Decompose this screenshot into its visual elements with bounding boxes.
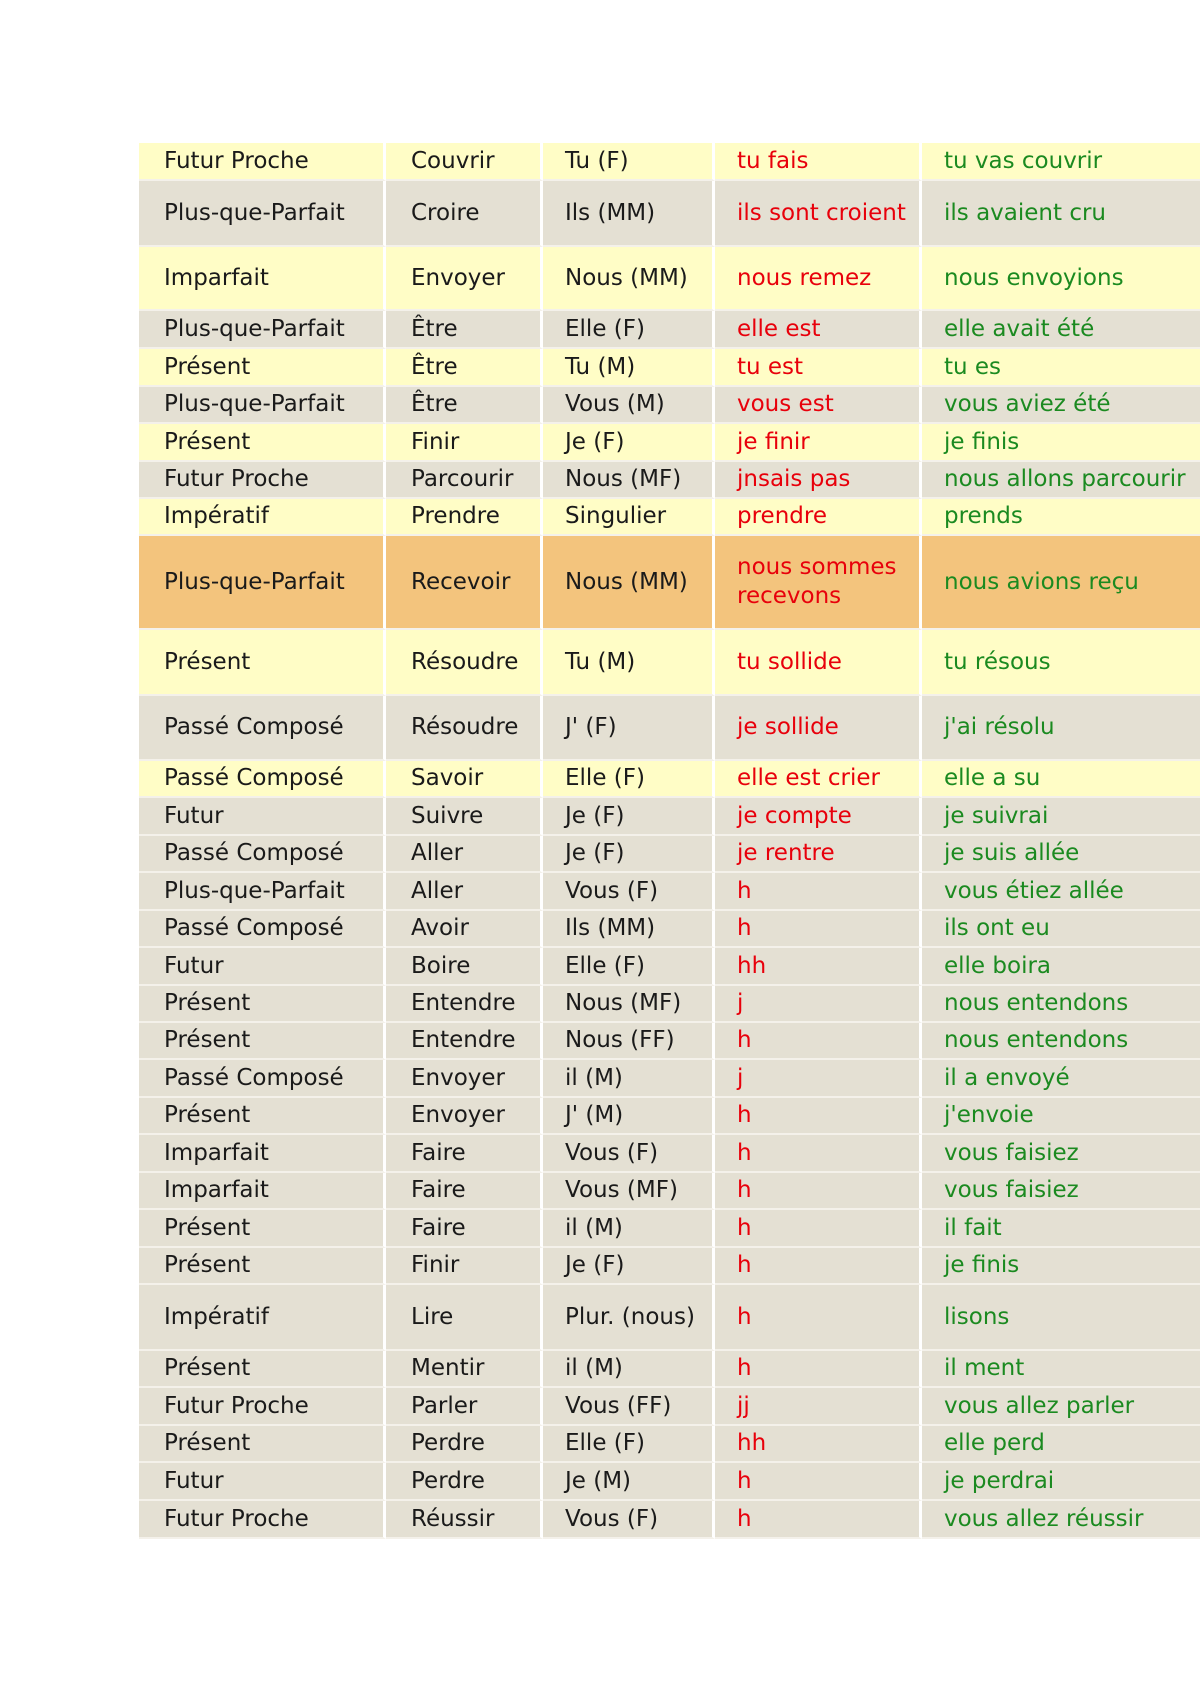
answer-cell: h bbox=[715, 1501, 922, 1539]
table-row bbox=[139, 247, 1200, 311]
subject-cell: Vous (MF) bbox=[543, 1173, 715, 1210]
subject-cell: Nous (FF) bbox=[543, 1023, 715, 1060]
tense-cell: Présent bbox=[139, 1210, 386, 1248]
table-row bbox=[139, 143, 1200, 181]
table-row bbox=[139, 1060, 1200, 1098]
verb-cell: Avoir bbox=[386, 911, 543, 948]
answer-cell: j bbox=[715, 986, 922, 1023]
correct-answer-cell: je finis bbox=[922, 1248, 1200, 1285]
verb-cell: Être bbox=[386, 349, 543, 387]
correct-answer-cell: nous envoyions bbox=[922, 247, 1200, 311]
verb-cell: Aller bbox=[386, 836, 543, 873]
tense-cell: Imparfait bbox=[139, 247, 386, 311]
tense-cell: Futur Proche bbox=[139, 1501, 386, 1539]
table-row bbox=[139, 1351, 1200, 1388]
answer-cell: hh bbox=[715, 1426, 922, 1463]
verb-cell: Savoir bbox=[386, 761, 543, 798]
table-row bbox=[139, 761, 1200, 798]
tense-cell: Imparfait bbox=[139, 1135, 386, 1173]
subject-cell: Ils (MM) bbox=[543, 911, 715, 948]
tense-cell: Plus-que-Parfait bbox=[139, 387, 386, 424]
subject-cell: Singulier bbox=[543, 499, 715, 536]
verb-cell: Recevoir bbox=[386, 536, 543, 630]
table-row bbox=[139, 696, 1200, 761]
correct-answer-cell: elle avait été bbox=[922, 311, 1200, 349]
table-row bbox=[139, 630, 1200, 696]
correct-answer-cell: tu es bbox=[922, 349, 1200, 387]
correct-answer-cell: je perdrai bbox=[922, 1463, 1200, 1501]
verb-cell: Parler bbox=[386, 1388, 543, 1426]
table-row bbox=[139, 536, 1200, 630]
subject-cell: Vous (F) bbox=[543, 873, 715, 911]
tense-cell: Passé Composé bbox=[139, 911, 386, 948]
correct-answer-cell: nous entendons bbox=[922, 986, 1200, 1023]
tense-cell: Futur bbox=[139, 1463, 386, 1501]
verb-cell: Entendre bbox=[386, 1023, 543, 1060]
verb-cell: Être bbox=[386, 311, 543, 349]
answer-cell: je sollide bbox=[715, 696, 922, 761]
correct-answer-cell: vous allez réussir bbox=[922, 1501, 1200, 1539]
subject-cell: Je (F) bbox=[543, 798, 715, 836]
tense-cell: Passé Composé bbox=[139, 836, 386, 873]
subject-cell: J' (F) bbox=[543, 696, 715, 761]
table-row bbox=[139, 911, 1200, 948]
verb-cell: Finir bbox=[386, 1248, 543, 1285]
table-row bbox=[139, 462, 1200, 499]
verb-cell: Faire bbox=[386, 1135, 543, 1173]
answer-cell: h bbox=[715, 911, 922, 948]
table-row bbox=[139, 311, 1200, 349]
correct-answer-cell: vous allez parler bbox=[922, 1388, 1200, 1426]
answer-cell: h bbox=[715, 1098, 922, 1135]
subject-cell: Nous (MM) bbox=[543, 247, 715, 311]
table-row bbox=[139, 387, 1200, 424]
subject-cell: il (M) bbox=[543, 1351, 715, 1388]
answer-cell: h bbox=[715, 1463, 922, 1501]
answer-cell: vous est bbox=[715, 387, 922, 424]
correct-answer-cell: vous étiez allée bbox=[922, 873, 1200, 911]
verb-cell: Perdre bbox=[386, 1463, 543, 1501]
correct-answer-cell: vous faisiez bbox=[922, 1173, 1200, 1210]
verb-cell: Réussir bbox=[386, 1501, 543, 1539]
tense-cell: Futur Proche bbox=[139, 462, 386, 499]
correct-answer-cell: il fait bbox=[922, 1210, 1200, 1248]
verb-cell: Suivre bbox=[386, 798, 543, 836]
table-row bbox=[139, 873, 1200, 911]
table-row bbox=[139, 798, 1200, 836]
table-row bbox=[139, 424, 1200, 462]
correct-answer-cell: lisons bbox=[922, 1285, 1200, 1351]
table-row bbox=[139, 1285, 1200, 1351]
subject-cell: Tu (M) bbox=[543, 349, 715, 387]
answer-cell: ils sont croient bbox=[715, 181, 922, 247]
correct-answer-cell: elle perd bbox=[922, 1426, 1200, 1463]
tense-cell: Présent bbox=[139, 1426, 386, 1463]
subject-cell: il (M) bbox=[543, 1210, 715, 1248]
tense-cell: Présent bbox=[139, 349, 386, 387]
answer-cell: h bbox=[715, 1023, 922, 1060]
tense-cell: Impératif bbox=[139, 1285, 386, 1351]
table-row bbox=[139, 1210, 1200, 1248]
tense-cell: Plus-que-Parfait bbox=[139, 311, 386, 349]
correct-answer-cell: elle boira bbox=[922, 948, 1200, 986]
verb-cell: Croire bbox=[386, 181, 543, 247]
table-row bbox=[139, 1173, 1200, 1210]
subject-cell: Vous (F) bbox=[543, 1135, 715, 1173]
correct-answer-cell: nous allons parcourir bbox=[922, 462, 1200, 499]
subject-cell: Vous (F) bbox=[543, 1501, 715, 1539]
subject-cell: Vous (M) bbox=[543, 387, 715, 424]
table-row bbox=[139, 1098, 1200, 1135]
verb-cell: Finir bbox=[386, 424, 543, 462]
subject-cell: Elle (F) bbox=[543, 311, 715, 349]
tense-cell: Présent bbox=[139, 424, 386, 462]
correct-answer-cell: j'envoie bbox=[922, 1098, 1200, 1135]
correct-answer-cell: tu vas couvrir bbox=[922, 143, 1200, 181]
tense-cell: Présent bbox=[139, 630, 386, 696]
answer-cell: h bbox=[715, 1351, 922, 1388]
answer-cell: tu sollide bbox=[715, 630, 922, 696]
subject-cell: Je (F) bbox=[543, 836, 715, 873]
subject-cell: Ils (MM) bbox=[543, 181, 715, 247]
answer-cell: h bbox=[715, 1248, 922, 1285]
subject-cell: Plur. (nous) bbox=[543, 1285, 715, 1351]
tense-cell: Passé Composé bbox=[139, 696, 386, 761]
verb-cell: Prendre bbox=[386, 499, 543, 536]
correct-answer-cell: nous avions reçu bbox=[922, 536, 1200, 630]
correct-answer-cell: vous aviez été bbox=[922, 387, 1200, 424]
subject-cell: Elle (F) bbox=[543, 948, 715, 986]
subject-cell: Nous (MF) bbox=[543, 462, 715, 499]
subject-cell: Nous (MM) bbox=[543, 536, 715, 630]
tense-cell: Plus-que-Parfait bbox=[139, 873, 386, 911]
verb-cell: Perdre bbox=[386, 1426, 543, 1463]
subject-cell: Je (F) bbox=[543, 424, 715, 462]
answer-cell: elle est bbox=[715, 311, 922, 349]
table-row bbox=[139, 1023, 1200, 1060]
correct-answer-cell: je suis allée bbox=[922, 836, 1200, 873]
tense-cell: Présent bbox=[139, 1098, 386, 1135]
answer-cell: nous remez bbox=[715, 247, 922, 311]
answer-cell: jj bbox=[715, 1388, 922, 1426]
tense-cell: Futur bbox=[139, 948, 386, 986]
tense-cell: Présent bbox=[139, 1023, 386, 1060]
correct-answer-cell: je finis bbox=[922, 424, 1200, 462]
subject-cell: Elle (F) bbox=[543, 761, 715, 798]
answer-cell: prendre bbox=[715, 499, 922, 536]
correct-answer-cell: ils avaient cru bbox=[922, 181, 1200, 247]
verb-cell: Parcourir bbox=[386, 462, 543, 499]
answer-cell: h bbox=[715, 1285, 922, 1351]
subject-cell: il (M) bbox=[543, 1060, 715, 1098]
subject-cell: J' (M) bbox=[543, 1098, 715, 1135]
tense-cell: Futur bbox=[139, 798, 386, 836]
correct-answer-cell: il a envoyé bbox=[922, 1060, 1200, 1098]
conjugation-table-body bbox=[139, 143, 1200, 1539]
verb-cell: Envoyer bbox=[386, 1060, 543, 1098]
subject-cell: Nous (MF) bbox=[543, 986, 715, 1023]
tense-cell: Présent bbox=[139, 986, 386, 1023]
table-row bbox=[139, 1388, 1200, 1426]
answer-cell: je compte bbox=[715, 798, 922, 836]
correct-answer-cell: tu résous bbox=[922, 630, 1200, 696]
answer-cell: hh bbox=[715, 948, 922, 986]
answer-cell: h bbox=[715, 1135, 922, 1173]
verb-cell: Faire bbox=[386, 1173, 543, 1210]
conjugation-table bbox=[139, 143, 1200, 1539]
tense-cell: Plus-que-Parfait bbox=[139, 181, 386, 247]
answer-cell: je finir bbox=[715, 424, 922, 462]
table-row bbox=[139, 1248, 1200, 1285]
verb-cell: Résoudre bbox=[386, 630, 543, 696]
tense-cell: Imparfait bbox=[139, 1173, 386, 1210]
verb-cell: Envoyer bbox=[386, 1098, 543, 1135]
table-row bbox=[139, 836, 1200, 873]
verb-cell: Boire bbox=[386, 948, 543, 986]
subject-cell: Vous (FF) bbox=[543, 1388, 715, 1426]
answer-cell: h bbox=[715, 873, 922, 911]
answer-cell: tu fais bbox=[715, 143, 922, 181]
table-row bbox=[139, 181, 1200, 247]
subject-cell: Tu (F) bbox=[543, 143, 715, 181]
answer-cell: j bbox=[715, 1060, 922, 1098]
subject-cell: Tu (M) bbox=[543, 630, 715, 696]
tense-cell: Futur Proche bbox=[139, 1388, 386, 1426]
verb-cell: Couvrir bbox=[386, 143, 543, 181]
verb-cell: Faire bbox=[386, 1210, 543, 1248]
answer-cell: je rentre bbox=[715, 836, 922, 873]
tense-cell: Impératif bbox=[139, 499, 386, 536]
correct-answer-cell: prends bbox=[922, 499, 1200, 536]
correct-answer-cell: je suivrai bbox=[922, 798, 1200, 836]
verb-cell: Entendre bbox=[386, 986, 543, 1023]
tense-cell: Présent bbox=[139, 1248, 386, 1285]
table-row bbox=[139, 1135, 1200, 1173]
answer-cell: nous sommes recevons bbox=[715, 536, 922, 630]
table-row bbox=[139, 948, 1200, 986]
subject-cell: Elle (F) bbox=[543, 1426, 715, 1463]
table-row bbox=[139, 986, 1200, 1023]
verb-cell: Mentir bbox=[386, 1351, 543, 1388]
verb-cell: Aller bbox=[386, 873, 543, 911]
answer-cell: h bbox=[715, 1173, 922, 1210]
correct-answer-cell: j'ai résolu bbox=[922, 696, 1200, 761]
tense-cell: Plus-que-Parfait bbox=[139, 536, 386, 630]
verb-cell: Résoudre bbox=[386, 696, 543, 761]
correct-answer-cell: vous faisiez bbox=[922, 1135, 1200, 1173]
answer-cell: h bbox=[715, 1210, 922, 1248]
verb-cell: Être bbox=[386, 387, 543, 424]
table-row bbox=[139, 1463, 1200, 1501]
subject-cell: Je (M) bbox=[543, 1463, 715, 1501]
table-row bbox=[139, 499, 1200, 536]
tense-cell: Futur Proche bbox=[139, 143, 386, 181]
correct-answer-cell: il ment bbox=[922, 1351, 1200, 1388]
table-row bbox=[139, 1501, 1200, 1539]
verb-cell: Lire bbox=[386, 1285, 543, 1351]
answer-cell: tu est bbox=[715, 349, 922, 387]
table-row bbox=[139, 349, 1200, 387]
tense-cell: Passé Composé bbox=[139, 761, 386, 798]
correct-answer-cell: nous entendons bbox=[922, 1023, 1200, 1060]
answer-cell: elle est crier bbox=[715, 761, 922, 798]
correct-answer-cell: elle a su bbox=[922, 761, 1200, 798]
correct-answer-cell: ils ont eu bbox=[922, 911, 1200, 948]
table-row bbox=[139, 1426, 1200, 1463]
subject-cell: Je (F) bbox=[543, 1248, 715, 1285]
tense-cell: Passé Composé bbox=[139, 1060, 386, 1098]
tense-cell: Présent bbox=[139, 1351, 386, 1388]
verb-cell: Envoyer bbox=[386, 247, 543, 311]
answer-cell: jnsais pas bbox=[715, 462, 922, 499]
